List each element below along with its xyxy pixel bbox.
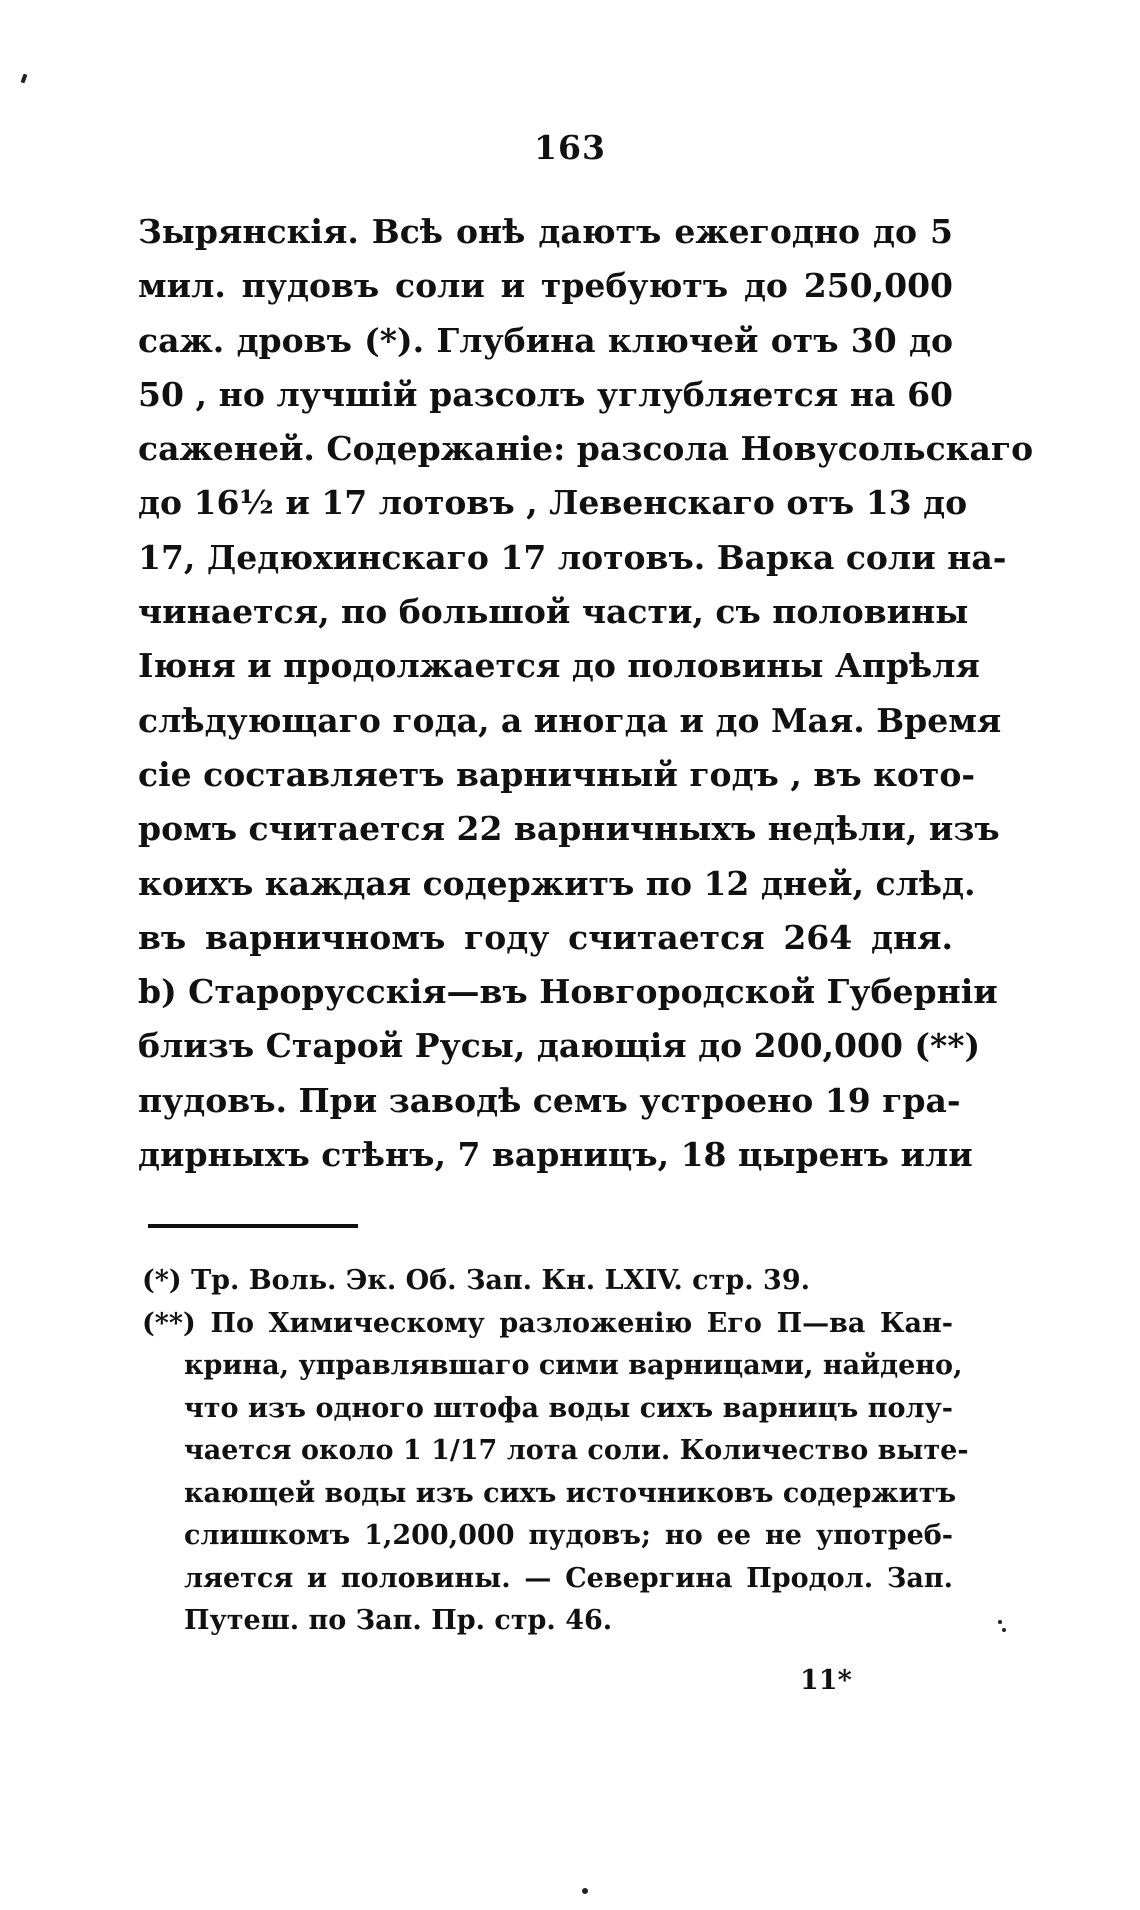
footnote-line: Путеш. по Зап. Пр. стр. 46. <box>184 1605 613 1636</box>
text-line: Зырянскія. Всѣ онѣ даютъ ежегодно до 5 <box>138 212 953 251</box>
footnote-line: ляется и половины. — Севергина Продол. Зап. <box>184 1562 953 1594</box>
text-line: 17, Дедюхинскаго 17 лотовъ. Варка соли на- <box>138 537 1007 577</box>
ink-speck <box>998 1620 1002 1624</box>
text-line: до 16½ и 17 лотовъ , Левенскаго отъ 13 до <box>138 483 968 523</box>
footnote-line: что изъ одного штофа воды сихъ варницъ полу- <box>184 1392 953 1424</box>
text-line: въ варничномъ году считается 264 дня. <box>138 917 953 957</box>
footnote-marker: (*) <box>142 1265 182 1296</box>
footnote-marker: (**) <box>142 1307 196 1339</box>
text-line: пудовъ. При заводѣ семъ устроено 19 гра- <box>138 1080 961 1120</box>
footnote-1 <box>142 1260 953 1303</box>
ink-speck <box>1002 1628 1006 1632</box>
footnote-text: По Химическому разложенію Его П—ва Кан- <box>210 1307 953 1339</box>
footnote-text: Тр. Воль. Эк. Об. Зап. Кн. LXIV. стр. 39. <box>191 1265 811 1296</box>
text-line: близъ Старой Русы, дающія до 200,000 (**) <box>138 1026 981 1066</box>
footnote-line: кающей воды изъ сихъ источниковъ содержитъ <box>184 1477 957 1509</box>
text-line: ромъ считается 22 варничныхъ недѣли, изъ <box>138 809 1000 849</box>
footnote-separator <box>148 1224 358 1228</box>
text-line: коихъ каждая содержитъ по 12 дней, слѣд. <box>138 863 976 903</box>
ink-speck <box>21 74 28 84</box>
footnote-line: чается около 1 1/17 лота соли. Количество выте- <box>184 1435 969 1466</box>
text-line: b) Старорусскія—въ Новгородской Губерніи <box>138 972 998 1012</box>
text-line: 50 , но лучшій разсолъ углубляется на 60 <box>138 374 953 414</box>
footnote-2 <box>142 1303 953 1346</box>
main-text <box>138 205 1034 1182</box>
footnote-line: крина, управлявшаго сими варницами, найдено, <box>184 1350 963 1381</box>
ink-speck <box>582 1888 588 1894</box>
signature-mark: 11* <box>800 1665 852 1696</box>
text-line: дирныхъ стѣнъ, 7 варницъ, 18 цыренъ или <box>138 1135 973 1175</box>
text-line: саженей. Содержаніе: разсола Новусольскаго <box>138 429 1034 469</box>
text-line: мил. пудовъ соли и требуютъ до 250,000 <box>138 266 953 306</box>
text-line: сіе составляетъ варничный годъ , въ кото- <box>138 754 976 794</box>
page-number: 163 <box>534 128 606 167</box>
text-line: слѣдующаго года, а иногда и до Мая. Время <box>138 700 1002 740</box>
text-line: саж. дровъ (*). Глубина ключей отъ 30 до <box>138 320 953 360</box>
footnotes <box>142 1260 969 1643</box>
footnote-line: слишкомъ 1,200,000 пудовъ; но ее не употреб- <box>184 1520 953 1551</box>
text-line: Іюня и продолжается до половины Апрѣля <box>138 646 980 686</box>
text-line: чинается, по большой части, съ половины <box>138 592 969 632</box>
